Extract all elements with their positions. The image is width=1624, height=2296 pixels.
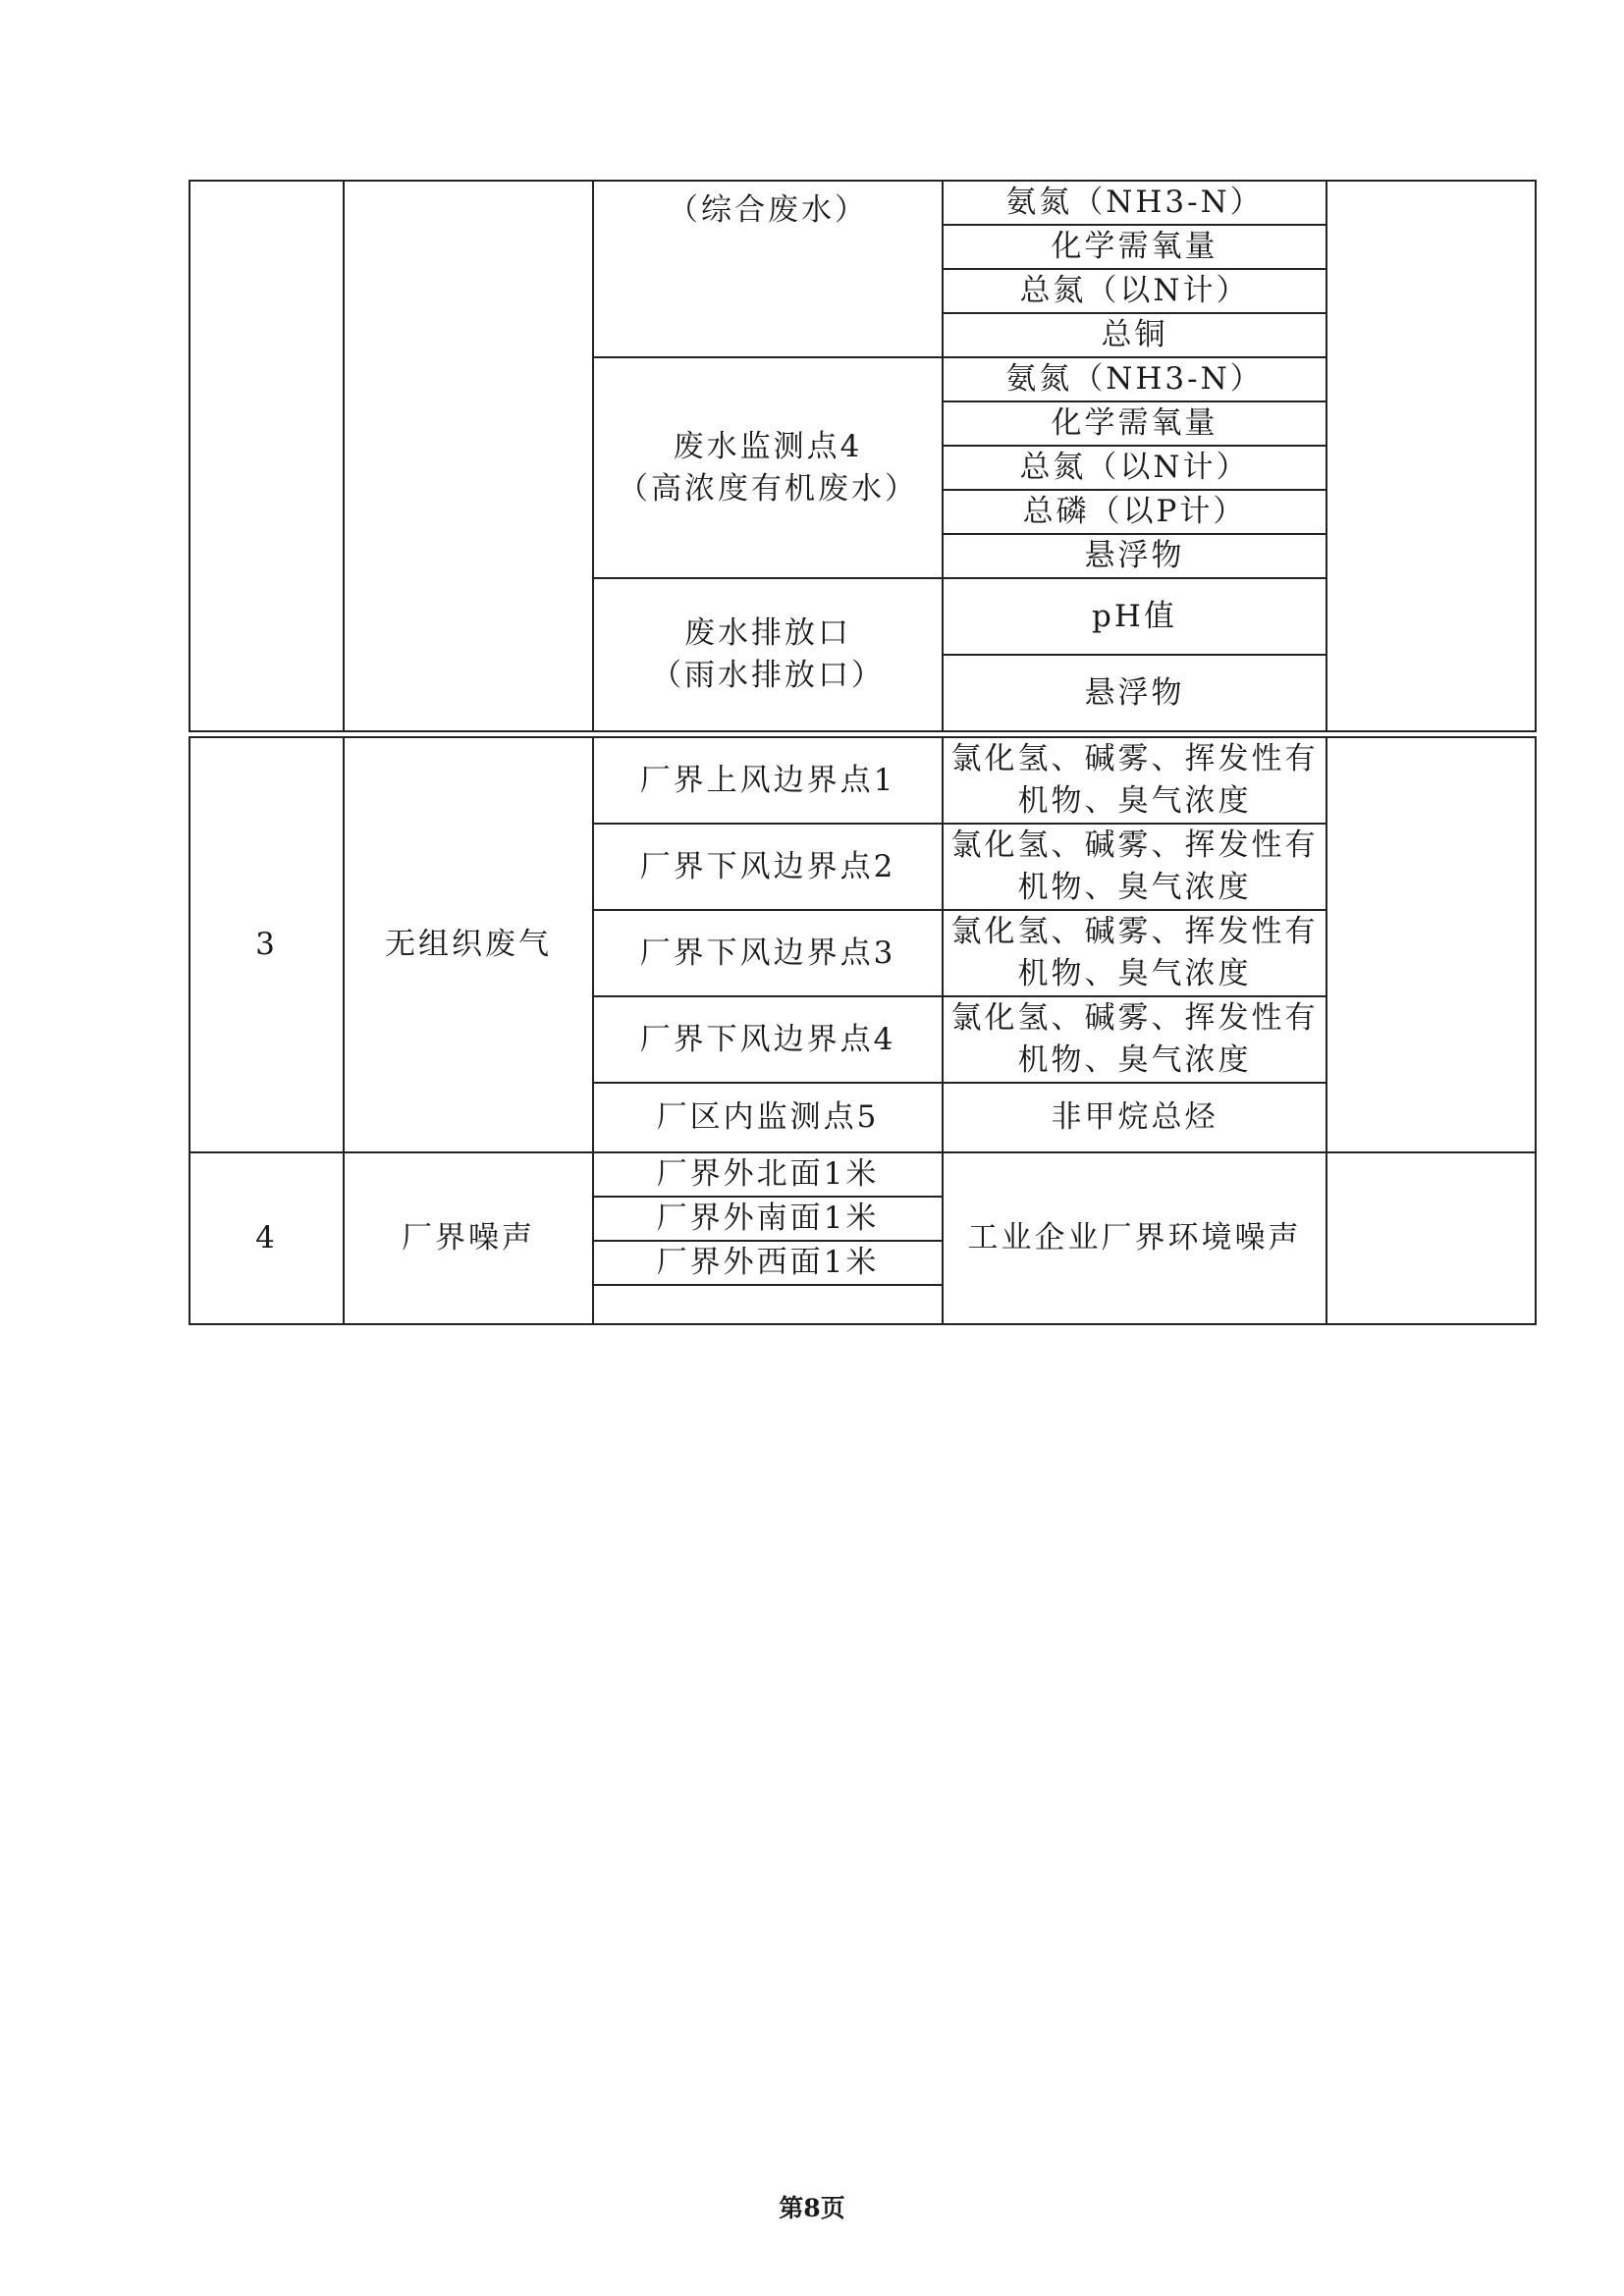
no-cell: 3 (189, 737, 344, 1152)
point-cell: 厂界上风边界点1 (593, 737, 943, 824)
param-cell: pH值 (943, 578, 1326, 655)
table-row (189, 1152, 1536, 1197)
remark-cell (1326, 1152, 1536, 1324)
point-line: （高浓度有机废水） (618, 470, 918, 507)
point-cell (593, 357, 943, 578)
point-line: （雨水排放口） (651, 658, 885, 693)
category-cell (344, 181, 593, 731)
param-cell: 氨氮（NH3-N） (943, 181, 1326, 225)
param-line: 氯化氢、碱雾、挥发性有 (950, 828, 1319, 863)
param-cell: 化学需氧量 (943, 225, 1326, 269)
param-cell (943, 910, 1326, 996)
table-row (189, 181, 1536, 225)
param-cell: 总铜 (943, 313, 1326, 357)
point-cell (593, 578, 943, 731)
param-cell: 氨氮（NH3-N） (943, 357, 1326, 401)
point-cell: 厂界下风边界点3 (593, 910, 943, 996)
param-cell: 悬浮物 (943, 534, 1326, 578)
param-cell: 总磷（以P计） (943, 490, 1326, 534)
point-cell: 厂界下风边界点4 (593, 996, 943, 1083)
param-cell: 非甲烷总烃 (943, 1083, 1326, 1152)
param-line: 机物、臭气浓度 (1017, 1042, 1252, 1078)
no-cell: 4 (189, 1152, 344, 1324)
point-cell (593, 1285, 943, 1324)
param-line: 氯化氢、碱雾、挥发性有 (950, 1000, 1319, 1036)
point-cell: 厂界下风边界点2 (593, 824, 943, 910)
page-number: 第8页 (779, 2194, 845, 2222)
point-cell: 厂区内监测点5 (593, 1083, 943, 1152)
param-line: 机物、臭气浓度 (1017, 956, 1252, 991)
monitoring-table-part2 (189, 736, 1537, 1325)
param-cell (943, 737, 1326, 824)
no-cell (189, 181, 344, 731)
param-line: 机物、臭气浓度 (1017, 870, 1252, 905)
param-cell: 悬浮物 (943, 655, 1326, 731)
point-line: 废水监测点4 (673, 428, 863, 464)
category-cell: 厂界噪声 (344, 1152, 593, 1324)
param-cell: 化学需氧量 (943, 401, 1326, 446)
point-line: 废水排放口 (684, 615, 851, 651)
param-line: 氯化氢、碱雾、挥发性有 (950, 914, 1319, 949)
param-cell (943, 824, 1326, 910)
param-cell: 总氮（以N计） (943, 446, 1326, 490)
param-line: 机物、臭气浓度 (1017, 783, 1252, 819)
table-row (189, 737, 1536, 824)
point-cell: 厂界外西面1米 (593, 1241, 943, 1285)
param-cell: 工业企业厂界环境噪声 (943, 1152, 1326, 1324)
remark-cell (1326, 181, 1536, 731)
point-cell: （综合废水） (593, 181, 943, 357)
param-line: 氯化氢、碱雾、挥发性有 (950, 741, 1319, 776)
param-cell: 总氮（以N计） (943, 269, 1326, 313)
param-cell (943, 996, 1326, 1083)
remark-cell (1326, 737, 1536, 1152)
point-cell: 厂界外北面1米 (593, 1152, 943, 1197)
monitoring-table (189, 180, 1537, 732)
category-cell: 无组织废气 (344, 737, 593, 1152)
point-cell: 厂界外南面1米 (593, 1197, 943, 1241)
